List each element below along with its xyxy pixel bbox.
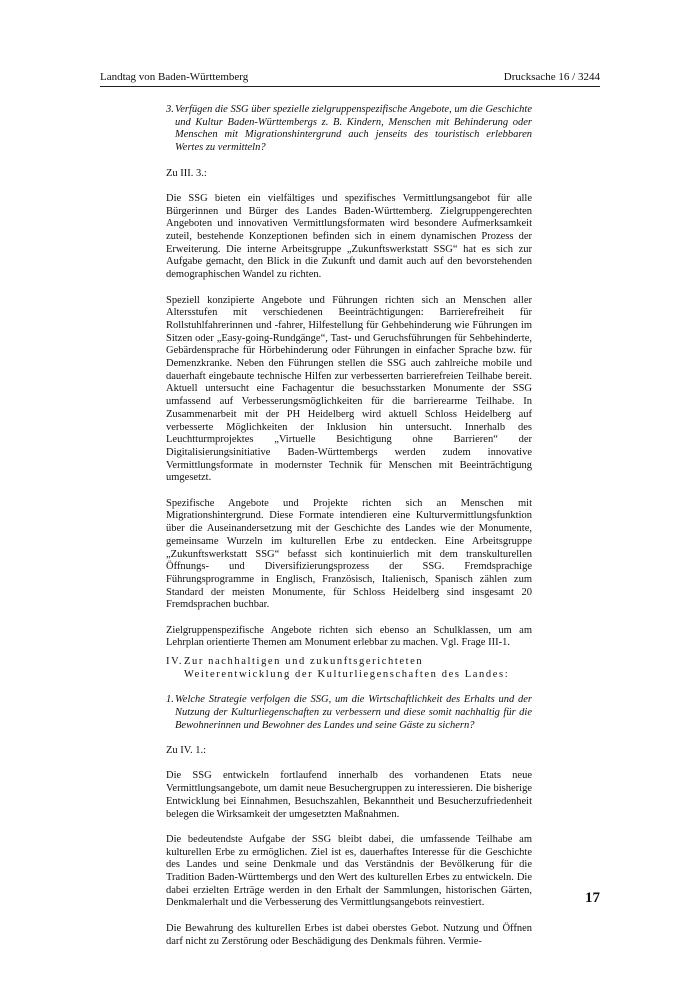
header-rule: [100, 86, 600, 87]
paragraph: Speziell konzipierte Angebote und Führungen richten sich an Menschen aller Altersstufen mit verschiedenen Beeinträchtigungen: Barrierefreiheit für Rollstuhlfahrerinnen und -fahrer, Hilfestellung für Gehbehinderung wie Führungen im Sitzen oder „Easy-going-Rundgänge“, Tast- und Geruchsführungen für Sehbehinderte, Gebärdensprache für Hörbehinderung oder Führungen in einfacher Sprache bzw. für Demenzkranke. Neben den Führungen stellen die SSG auch zahlreiche mobile und dauerhaft eingebaute technische Hilfen zur verbesserten barrierefreien Teilhabe bereit. Aktuell untersucht eine Fachagentur die besuchsstarken Monumente der SSG umfassend auf Verbesserungsmöglichkeiten für die barrierearme Teilhabe. In Zusammenarbeit mit der PH Heidelberg wird aktuell Schloss Heidelberg auf verbesserte Möglichkeiten der Inklusion hin untersucht. Innerhalb des Leuchtturmprojektes „Virtuelle Besichtigung ohne Barrieren“ der Digitalisierungsinitiative Baden-Württembergs werden zudem innovative Vermittlungsformate in modernster Technik für Menschen mit Beeinträchtigung umgesetzt.: [166, 294, 532, 484]
page-header: [100, 70, 600, 84]
paragraph: Die Bewahrung des kulturellen Erbes ist dabei oberstes Gebot. Nutzung und Öffnen darf nicht zu Zerstörung oder Beschädigung des Denkmals führen. Vermie-: [166, 922, 532, 947]
header-parliament: Landtag von Baden-Württemberg: [100, 71, 249, 83]
section-number: IV.: [166, 656, 184, 668]
answer-heading: Zu III. 3.:: [166, 167, 207, 179]
question-iv-1: [166, 694, 532, 732]
answer-heading: Zu IV. 1.:: [166, 745, 207, 757]
paragraph: Die SSG entwickeln fortlaufend innerhalb des vorhandenen Etats neue Vermittlungsangebote, um damit neue Besuchergruppen zu interessieren. Die bisherige Entwicklung bei Einnahmen, Besuchszahlen, Bekanntheit und Besucherzufriedenheit belegen die Wirksamkeit der umgesetzten Maßnahmen.: [166, 770, 532, 820]
paragraph: Spezifische Angebote und Projekte richten sich an Menschen mit Migrationshintergrund. Diese Formate intendieren eine Kulturvermittlungsfunktion über die Auseinandersetzung mit der Geschichte des Landes wie der Monumente, gemeinsame Wurzeln im kulturellen Erbe zu entdecken. Eine Arbeitsgruppe „Zukunftswerkstatt SSG“ befasst sich kontinuierlich mit dem transkulturellen Öffnungs- und Diversifizierungsprozess der SSG. Fremdsprachige Führungsprogramme in Englisch, Französisch, Italienisch, Spanisch zählen zum Standard der meisten Monumente, für Schloss Heidelberg sind insgesamt 20 Fremdsprachen buchbar.: [166, 497, 532, 611]
paragraph: Die bedeutendste Aufgabe der SSG bleibt dabei, die umfassende Teilhabe am kulturellen Erbe zu ermöglichen. Ziel ist es, dauerhaftes Interesse für die Geschichte des Landes und seine Denkmale und das Verständnis der Bevölkerung für die Tradition Baden-Württembergs und den Wert des kulturellen Erbes zu entwickeln. Die dabei erzielten Erträge werden in den Erhalt der Sammlungen, historischen Gärten, Denkmalerhalt und die Verbesserung des Vermittlungsangebots reinvestiert.: [166, 833, 532, 909]
question-text: Verfügen die SSG über spezielle zielgruppenspezifische Angebote, um die Geschichte und Kultur Baden-Württembergs z. B. Kindern, Menschen mit Behinderung oder Menschen mit Migrationshintergrund auch jenseits des touristisch erlebbaren Wertes zu vermitteln?: [175, 104, 532, 154]
question-3: [166, 104, 532, 155]
header-document-number: Drucksache 16 / 3244: [503, 71, 600, 83]
question-text: Welche Strategie verfolgen die SSG, um die Wirtschaftlichkeit des Erhalts und der Nutzung der Kulturliegenschaften zu verbessern und diese somit nachhaltig für die Bewohnerinnen und Bewohner des Landes und seine Gäste zu sichern?: [175, 694, 532, 731]
question-number: 1.: [166, 694, 174, 706]
section-title: Zur nachhaltigen und zukunftsgerichteten Weiterentwicklung der Kulturliegenschaften des Landes:: [184, 656, 510, 680]
page-number: 17: [585, 890, 600, 906]
paragraph: Die SSG bieten ein vielfältiges und spezifisches Vermittlungsangebot für alle Bürgerinnen und Bürger des Landes Baden-Württemberg. Zielgruppengerechten Angeboten und innovativen Vermittlungsformaten wird besondere Aufmerksamkeit zuteil, bestehende Konzeptionen befinden sich in einem dynamischen Prozess der Erweiterung. Die interne Arbeitsgruppe „Zukunftswerkstatt SSG“ hat es sich zur Aufgabe gemacht, den Blick in die Zukunft und damit auch auf den bevorstehenden demographischen Wandel zu richten.: [166, 192, 532, 281]
question-number: 3.: [166, 104, 174, 115]
section-heading-iv: [166, 656, 532, 681]
page-body: [166, 104, 532, 961]
paragraph: Zielgruppenspezifische Angebote richten sich ebenso an Schulklassen, um am Lehrplan orientierte Themen am Monument erlebbar zu machen. Vgl. Frage III-1.: [166, 624, 532, 649]
